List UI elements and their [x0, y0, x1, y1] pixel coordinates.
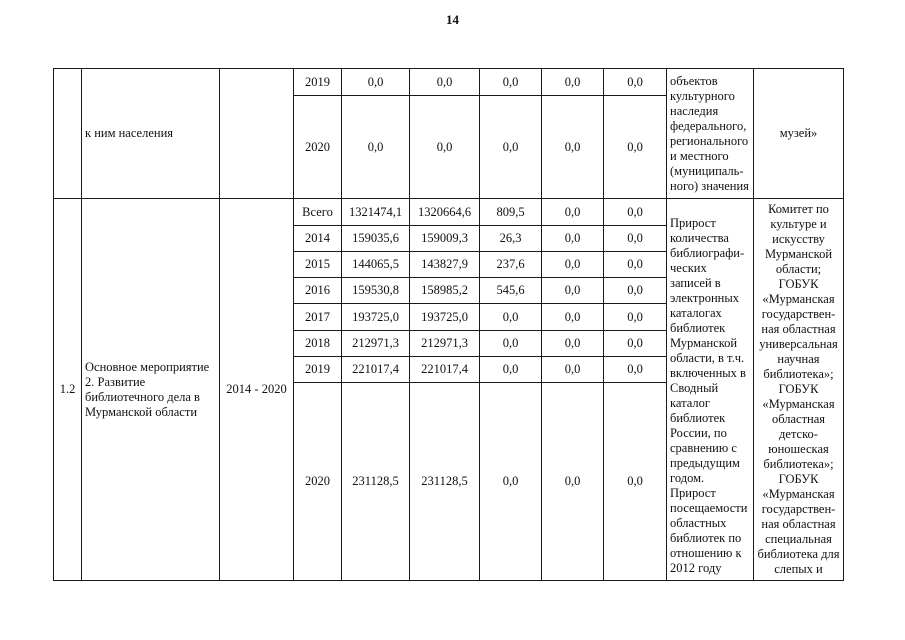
year-cell: 2014: [294, 226, 342, 252]
value-cell: 0,0: [604, 199, 667, 226]
value-cell: 0,0: [342, 69, 410, 96]
year-cell: 2016: [294, 278, 342, 304]
value-cell: 0,0: [480, 383, 542, 581]
value-cell: 193725,0: [342, 304, 410, 331]
value-cell: 0,0: [480, 357, 542, 383]
value-cell: 0,0: [604, 383, 667, 581]
year-cell: 2019: [294, 69, 342, 96]
value-cell: 0,0: [604, 96, 667, 199]
value-cell: 545,6: [480, 278, 542, 304]
value-cell: 0,0: [542, 69, 604, 96]
executor-cell: музей»: [754, 69, 844, 199]
value-cell: 237,6: [480, 252, 542, 278]
value-cell: 1321474,1: [342, 199, 410, 226]
section-number-cell: [54, 69, 82, 199]
value-cell: 0,0: [480, 96, 542, 199]
year-cell: 2015: [294, 252, 342, 278]
budget-table: [53, 68, 844, 581]
value-cell: 144065,5: [342, 252, 410, 278]
indicator-cell: Прирост количества библиографи-ческих записей в электронных каталогах библиотек Мурманской области, в т.ч. включенных в Сводный каталог библиотек России, по сравнению с предыдущим годом. Прирост посещаемости областных библиотек по отношению к 2012 году: [667, 199, 754, 581]
value-cell: 0,0: [604, 226, 667, 252]
table-row: [54, 199, 844, 226]
section-title-cell: Основное мероприятие 2. Развитие библиотечного дела в Мурманской области: [82, 199, 220, 581]
table-row: [54, 69, 844, 96]
year-cell: 2020: [294, 383, 342, 581]
section-number-cell: 1.2: [54, 199, 82, 581]
value-cell: 0,0: [604, 69, 667, 96]
value-cell: 0,0: [542, 383, 604, 581]
value-cell: 809,5: [480, 199, 542, 226]
value-cell: 0,0: [480, 331, 542, 357]
value-cell: 0,0: [542, 226, 604, 252]
value-cell: 0,0: [542, 252, 604, 278]
value-cell: 159009,3: [410, 226, 480, 252]
value-cell: 0,0: [342, 96, 410, 199]
value-cell: 0,0: [604, 252, 667, 278]
section-title-cell: к ним населения: [82, 69, 220, 199]
period-cell: 2014 - 2020: [220, 199, 294, 581]
value-cell: 26,3: [480, 226, 542, 252]
value-cell: 0,0: [542, 304, 604, 331]
value-cell: 221017,4: [342, 357, 410, 383]
value-cell: 159530,8: [342, 278, 410, 304]
indicator-cell: объектов культурного наследия федерального, регионального и местного (муниципаль-ного) значения: [667, 69, 754, 199]
value-cell: 212971,3: [342, 331, 410, 357]
value-cell: 0,0: [604, 278, 667, 304]
value-cell: 159035,6: [342, 226, 410, 252]
value-cell: 0,0: [410, 96, 480, 199]
value-cell: 193725,0: [410, 304, 480, 331]
value-cell: 0,0: [480, 304, 542, 331]
year-cell: 2017: [294, 304, 342, 331]
value-cell: 221017,4: [410, 357, 480, 383]
year-cell: Всего: [294, 199, 342, 226]
value-cell: 158985,2: [410, 278, 480, 304]
year-cell: 2018: [294, 331, 342, 357]
value-cell: 0,0: [410, 69, 480, 96]
value-cell: 231128,5: [342, 383, 410, 581]
year-cell: 2019: [294, 357, 342, 383]
value-cell: 231128,5: [410, 383, 480, 581]
executor-cell: Комитет по культуре и искусству Мурманской области; ГОБУК «Мурманская государствен-ная областная универсальная научная библиотека»; ГОБУК «Мурманская областная детско-юношеская библиотека»; ГОБУК «Мурманская государствен-ная областная специальная библиотека для слепых и: [754, 199, 844, 581]
value-cell: 143827,9: [410, 252, 480, 278]
value-cell: 1320664,6: [410, 199, 480, 226]
value-cell: 0,0: [542, 278, 604, 304]
value-cell: 0,0: [542, 331, 604, 357]
value-cell: 0,0: [604, 357, 667, 383]
value-cell: 0,0: [604, 331, 667, 357]
value-cell: 212971,3: [410, 331, 480, 357]
value-cell: 0,0: [542, 199, 604, 226]
period-cell: [220, 69, 294, 199]
year-cell: 2020: [294, 96, 342, 199]
value-cell: 0,0: [542, 357, 604, 383]
value-cell: 0,0: [604, 304, 667, 331]
page-number: 14: [446, 12, 459, 27]
value-cell: 0,0: [542, 96, 604, 199]
value-cell: 0,0: [480, 69, 542, 96]
